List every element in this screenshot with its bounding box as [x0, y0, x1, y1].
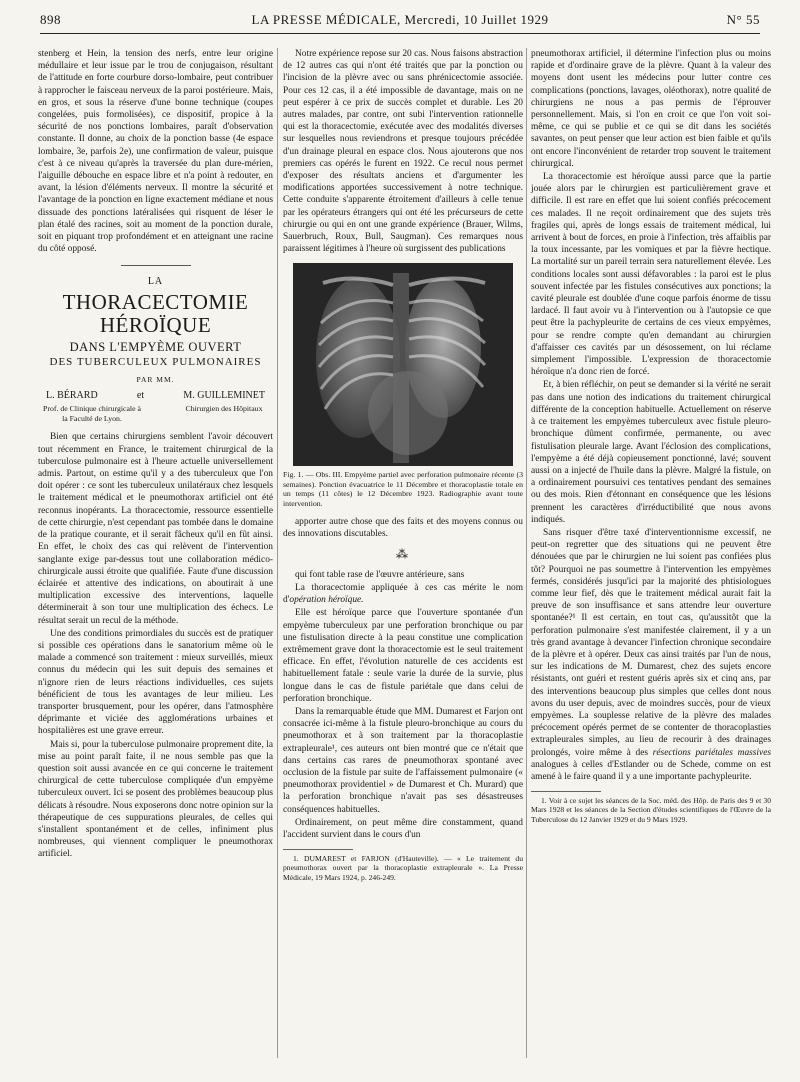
- paragraph: [283, 582, 523, 606]
- section-asterism: ⁂: [396, 547, 410, 562]
- footnote: 1. Voir à ce sujet les séances de la Soc. méd. des Hôp. de Paris des 9 et 30 Mars 1928 et les séances de la Section d'études scientifiques de l'Œuvre de la Tuberculose du 12 Janvier 1929 et du 9 Mars 1929.: [531, 796, 771, 824]
- journal-title: LA PRESSE MÉDICALE, Mercredi, 10 Juillet 1929: [251, 12, 549, 27]
- text-run: La thoracectomie appliquée à ces cas mérite le nom d': [283, 582, 523, 606]
- author-1: L. BÉRARD: [46, 390, 98, 402]
- author-2: M. GUILLEMINET: [183, 390, 265, 402]
- paragraph: Bien que certains chirurgiens semblent l'avoir découvert tout récemment en France, le traitement chirurgical de la tuberculose pulmonaire est à l'heure actuelle universellement admis. Partout, on estime qu'il y a des tuberculeux que l'on doit opérer : ce sont les tuberculeux unilatéraux chez lesquels le traitement médical et le pneumothorax artificiel ont été reconnus inopérants. La thoracectomie, ressource essentielle de cette chirurgie, n'est cependant pas tombée dans le domaine de la pratique courante, et il serait fâcheux qu'il en fût ainsi. En effet, le choix des cas qui relèvent de l'intervention sanglante exige par-dessus tout une collaboration médico-chirurgicale aussi étroite que qualifiée. Faute d'une discussion éclairée et attentive des indications, on aboutirait à une multiplication excessive des interventions, laquelle déterminerait à son tour une multiplication des échecs. Le résultat serait un recul de la méthode.: [38, 432, 273, 626]
- column-3: [531, 48, 771, 824]
- page-number: 898: [40, 12, 61, 27]
- column-divider: [526, 48, 527, 1058]
- byline-par: PAR MM.: [136, 375, 175, 385]
- italic-term: opération héroïque.: [289, 595, 364, 606]
- header-rule: [40, 33, 760, 34]
- section-separator: [121, 265, 191, 266]
- column-1: [38, 48, 273, 862]
- footnote-rule: [531, 791, 601, 792]
- paragraph: Elle est héroïque parce que l'ouverture spontanée d'un empyème tuberculeux par une perforation bronchique ou par une fistulisation directe à la peau constitue une complication extrêmement grave dont la thoracectomie est le seul traitement efficace. En effet, l'évolution naturelle de ces accidents est habituellement fatale : seule varie la durée de la survie, plus longue dans le cas de fistule pariétale que dans celui de perforation bronchique.: [283, 608, 523, 704]
- paragraph: Mais si, pour la tuberculose pulmonaire proprement dite, la mise au point paraît faite, il ne nous semble pas que la question soit aussi avancée en ce qui concerne le traitement chirurgical de cette tuberculose compliquée d'un empyème tuberculeux ouvert. Ici se posent des problèmes beaucoup plus délicats à résoudre. Nous exposerons donc notre opinion sur la thérapeutique de ces suppurations pleurales, de celles qui s'installent spontanément et de celles, infiniment plus nombreuses, qui viennent compliquer le pneumothorax artificiel.: [38, 739, 273, 860]
- title-la: LA: [147, 276, 164, 288]
- footnote-rule: [283, 849, 353, 850]
- article-subtitle: DANS L'EMPYÈME OUVERT: [69, 339, 242, 354]
- paragraph: Dans la remarquable étude que MM. Dumarest et Farjon ont consacrée ici-même à la fistule pleuro-bronchique au cours du pneumothorax et à son traitement par la thoracoplastie extrapleurale¹, ces auteurs ont bien montré que ce n'était que dans certains cas rares de pneumothorax spontané avec occlusion de la fistule par suite de l'affaissement pulmonaire (« pneumothorax providentiel » de Dumarest et Ch. Murard) que la perforation bronchique n'avait pas ses désastreuses conséquences habituelles.: [283, 706, 523, 815]
- paragraph: stenberg et Hein, la tension des nerfs, entre leur origine médullaire et leur issue par le trou de conjugaison, résultant de l'attitude en forte courbure dorso-lombaire, peut contribuer à rapprocher le faisceau nerveux de la paroi postérieure. Mais, en gros, et sous la réserve d'une bonne technique (coupes congelées, puis formolisées), ce dispositif, propice à la sécurité de nos ponctions lombaires, paraît d'observation constante. Il donne, au choix de la ponction basse (4e espace lombaire, 3e, parfois 2e), une confirmation de valeur, puisque c'est à ce niveau qu'après la traversée du plan dure-mérien, l'aiguille débouche en espace libre et n'a point à redouter, en avant, la lésion d'éléments nerveux. Il montre la sécurité et l'avantage de la ponction en ligne exactement médiane et nous dissuade des ponctions latéralisées qui risquent de léser le plan étalé des racines, soit au moment de la ponction durale, soit en piquant trop profondément et en atteignant une racine du côté opposé.: [38, 49, 273, 255]
- affiliation-1: Prof. de Clinique chirurgicale à la Faculté de Lyon.: [43, 404, 141, 423]
- page-header: [40, 12, 760, 32]
- italic-term: résections pariétales massives: [652, 747, 772, 758]
- authors: [46, 390, 265, 402]
- paragraph: pneumothorax artificiel, il détermine l'infection plus ou moins rapide et d'ordinaire grave de la plèvre. Quant à la valeur des moyens dont usent les médecins pour lutter contre ces complications (ponctions, lavages, oléothorax), notre qualité de chirurgiens ne nous a pas permis de l'éprouver personnellement. Mais, si l'on en croit ce que l'on voit soi-même, ce qui se publie et ce qui se dit dans les sociétés savantes, on peut penser que leur action est bien faible et qu'ils ont encore l'inconvénient de retarder trop souvent le traitement chirurgical.: [531, 49, 771, 169]
- author-and: et: [136, 390, 145, 402]
- paragraph: La thoracectomie est héroïque aussi parce que la partie jouée alors par le chirurgien est particulièrement grave et difficile. Il est rare en effet que lui soient confiés précocement ces malades. Il ne reçoit ordinairement que des sujets très fragiles qui, après de longs essais de traitement médical, lui arrivent à bout de forces, en proie à l'infection, très affaiblis par la toux incessante, par les vomiques et par la fièvre hectique. La mortalité sur un pareil terrain sera naturellement élevée. Les conditions locales sont aussi défavorables : la paroi est le plus souvent infectée par les fistules consécutives aux ponctions; la cavité pleurale est doublée d'une coque parfois énorme de tissu lardacé. Il faut avoir vu à l'intervention ou à l'autopsie ce que peut être la pachypleurite de certains de ces vieux empyèmes, pour se rendre compte qu'en demandant au chirurgien d'affaisser ces cavités par un désossement, on lui réclame simplement l'impossible. L'expression de thoracectomie héroïque n'a donc rien de forcé.: [531, 172, 771, 378]
- affiliation-2: Chirurgien des Hôpitaux: [185, 404, 263, 414]
- radiograph-figure: [293, 263, 513, 466]
- paragraph: Ordinairement, on peut même dire constamment, quand l'accident survient dans le cours d'un: [283, 817, 523, 840]
- paragraph: qui font table rase de l'œuvre antérieure, sans: [295, 569, 465, 580]
- column-2: [283, 48, 523, 882]
- paragraph: Une des conditions primordiales du succès est de pratiquer si possible ces opérations dans le sanatorium même où le malade a commencé son traitement : mieux surveillés, mieux connus du médecin qui les suit depuis des semaines et n'ignore rien de leurs réactions individuelles, ces sujets bénéficient de tous les avantages de leur milieu. Les transporter brusquement, pour les opérer, dans l'atmosphère déprimante et viciée des agglomérations urbaines et hospitalières est une grave erreur.: [38, 628, 273, 737]
- paragraph: Notre expérience repose sur 20 cas. Nous faisons abstraction de 12 autres cas qui n'ont été traités que par la ponction ou l'incision de la plèvre avec ou sans phrénicectomie associée. Pour ces 12 cas, il a été impossible de davantage, mais on ne peut espérer à ce prix de succès complet et durable. Les 20 autres malades, par contre, ont subi l'intervention rationnelle qui est la thoracectomie, exécutée avec des modalités diverses sur lesquelles nous reviendrons et presque toujours précédée d'un drainage pleural en espace clos. Nous ajouterons que nos premiers cas opérés le furent en 1922. Ce recul nous permet d'exposer des résultats anciens et d'argumenter les modifications apportées successivement à notre technique. Cette conduite s'apparente étroitement d'ailleurs à celle tenue par les opérateurs étrangers qui ont été les précurseurs de cette chirurgie ou qui en ont une grande expérience (Brauer, Wilms, Sauerbruch, Roux, Bull, Saugman). Ces remarques nous paraissent légitimes à l'heure où surgissent des publications: [283, 49, 523, 255]
- paragraph: Et, à bien réfléchir, on peut se demander si la vérité ne serait pas dans une notion des indications du traitement chirurgical différente de la conception habituelle. Actuellement on réserve à ce traitement les empyèmes tuberculeux avec fistule pleuro-bronchique dûment confirmée, permanente, ou avec fistulisation pleurale large. Avant l'éclosion des complications, l'empyème a été déjà copieusement ponctionné, lavé; souvent aussi on a injecté de l'huile dans la plèvre. Malgré la fistule, on a ordinairement poursuivi ces tentatives pendant des semaines ou des mois. Rien d'étonnant en conséquence que les lésions prennent les caractères d'irréductibilité que nous avons indiqués.: [531, 380, 771, 525]
- footnote: 1. DUMAREST et FARJON (d'Hauteville). — « Le traitement du pneumothorax ouvert par la thoracoplastie extrapleurale ». La Presse Médicale, 19 Mars 1924, p. 246-249.: [283, 854, 523, 882]
- figure-caption: Fig. 1. — Obs. III. Empyème partiel avec perforation pulmonaire récente (3 semaines). Ponction évacuatrice le 11 Décembre et thoracoplastie totale en un temps (11 côtes) le 12 Décembre 1923. Radiographie avant toute intervention.: [283, 470, 523, 508]
- paragraph: apporter autre chose que des faits et des moyens connus ou des innovations discutables.: [283, 517, 523, 540]
- article-subtitle-2: DES TUBERCULEUX PULMONAIRES: [49, 355, 262, 368]
- affiliations: [42, 404, 269, 423]
- chest-xray-image: [293, 263, 513, 466]
- issue-number: N° 55: [726, 12, 760, 27]
- article-title: THORACECTOMIE HÉROÏQUE: [62, 289, 249, 337]
- text-run: analogues à celles d'Estlander ou de Schede, comme on est amené à le faire quand il y a une importante pachypleurite.: [531, 759, 771, 782]
- article-title-block: [38, 276, 273, 386]
- text-run: Sans risquer d'être taxé d'interventionnisme excessif, ne peut-on regretter que des situations qui ne peuvent être dénouées que par le chirurgien ne lui soient pas confiées plus tôt? Pourquoi ne pas soumettre à l'intervention les empyèmes fermés, considérés jusqu'ici par la majorité des phtisiologues comme leur fief, dès que le traitement médical aurait fait la preuve de son insuffisance et sans attendre leur ouverture spontanée?¹ Il est certain, en tout cas, qu'aussitôt que la perforation pulmonaire s'est manifestée clairement, il y a un très grand avantage à devancer l'infection chronique secondaire de la plèvre et à opérer. Deux cas ainsi traités par l'un de nous, sur les indications de M. Dumarest, chez des sujets encore résistants, ont guéri et restent guéris après six et cinq ans, par des interventions beaucoup plus simples que celles dont nous avons du user depuis, avec de moindres succès, pour de vieux empyèmes. La souplesse relative de la plèvre des malades précocement opérés permet de se contenter de thoracoplasties extrapleurales simples, au lieu de recourir à des drainages prolongés, voire même à des: [531, 527, 771, 758]
- paragraph: [531, 527, 771, 783]
- column-divider: [277, 48, 278, 1058]
